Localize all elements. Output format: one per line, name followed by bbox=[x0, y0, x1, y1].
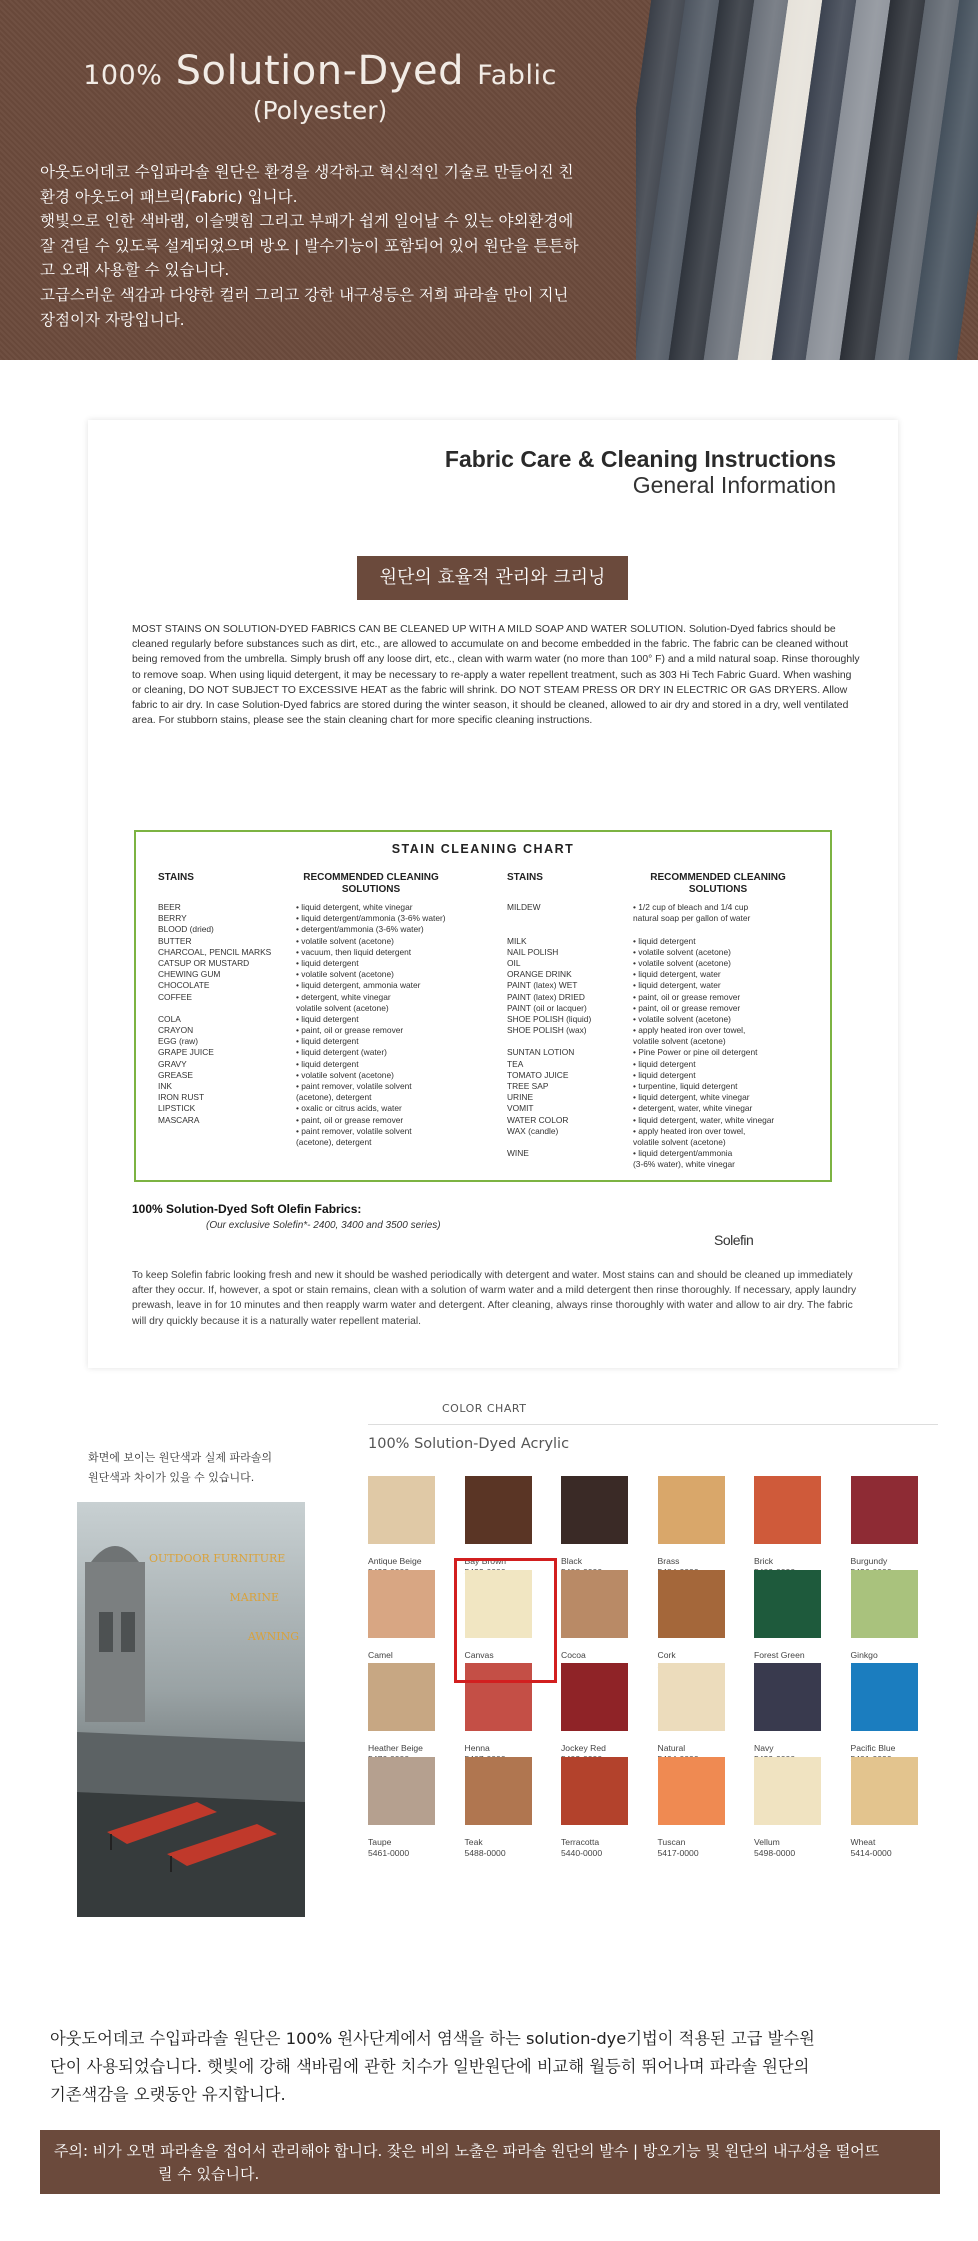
stain-solution: • vacuum, then liquid detergent bbox=[296, 946, 412, 957]
stain-name: MILDEW bbox=[507, 902, 541, 912]
stain-name: WATER COLOR bbox=[507, 1114, 569, 1125]
stain-name: NAIL POLISH bbox=[507, 946, 559, 957]
stain-name: OIL bbox=[507, 957, 521, 968]
swatch-chip[interactable] bbox=[754, 1757, 821, 1825]
swatch-name: Wheat bbox=[850, 1836, 876, 1847]
solutions-column-right bbox=[633, 902, 774, 1171]
swatch-name: Forest Green bbox=[754, 1649, 805, 1660]
stain-name bbox=[507, 1137, 591, 1148]
color-swatch[interactable] bbox=[754, 1757, 824, 1859]
stain-solution: • Pine Power or pine oil detergent bbox=[633, 1047, 758, 1058]
color-swatch[interactable] bbox=[658, 1570, 728, 1672]
stain-solution: • volatile solvent (acetone) bbox=[633, 957, 731, 968]
swatch-name: Cocoa bbox=[561, 1649, 586, 1660]
stain-name bbox=[158, 1126, 271, 1137]
swatch-chip[interactable] bbox=[561, 1570, 628, 1638]
stains-header-left: STAINS bbox=[158, 872, 194, 883]
stain-solution: • volatile solvent (acetone) bbox=[633, 1013, 731, 1024]
stain-solution: • volatile solvent (acetone) bbox=[296, 969, 394, 980]
stain-solution: (acetone), detergent bbox=[296, 1136, 372, 1147]
stain-name: SHOE POLISH (wax) bbox=[507, 1025, 587, 1036]
swatch-chip[interactable] bbox=[465, 1476, 532, 1544]
hero-line: 장점이자 자랑입니다. bbox=[40, 310, 185, 329]
stain-solution: (acetone), detergent bbox=[296, 1092, 372, 1103]
stain-name: WAX (candle) bbox=[507, 1125, 559, 1136]
stain-name: COFFEE bbox=[158, 991, 192, 1002]
stain-name: CHOCOLATE bbox=[158, 980, 210, 991]
stain-name: TEA bbox=[507, 1058, 524, 1069]
stain-solution: • liquid detergent, water, white vinegar bbox=[633, 1114, 775, 1125]
swatch-chip[interactable] bbox=[851, 1476, 918, 1544]
divider bbox=[368, 1424, 938, 1425]
notice-line: 릴 수 있습니다. bbox=[158, 2165, 260, 2183]
stain-name: IRON RUST bbox=[158, 1092, 205, 1103]
stain-solution: • liquid detergent bbox=[633, 1058, 696, 1069]
swatch-name: Ginkgo bbox=[850, 1649, 878, 1660]
stain-name: GREASE bbox=[158, 1069, 193, 1080]
swatch-chip[interactable] bbox=[754, 1663, 821, 1731]
stain-name: URINE bbox=[507, 1092, 534, 1103]
olefin-subtitle: (Our exclusive Solefin*- 2400, 3400 and 3500 series) bbox=[206, 1220, 441, 1231]
swatch-chip[interactable] bbox=[754, 1570, 821, 1638]
solutions-header-line1: RECOMMENDED CLEANING bbox=[303, 872, 439, 883]
stain-name: TREE SAP bbox=[507, 1081, 549, 1091]
stain-name: PAINT (latex) DRIED bbox=[507, 991, 585, 1002]
swatch-name: Teak bbox=[464, 1836, 483, 1847]
stain-chart-title: STAIN CLEANING CHART bbox=[391, 842, 575, 856]
hero-subtitle: (Polyester) bbox=[252, 96, 388, 125]
stain-solution: • volatile solvent (acetone) bbox=[296, 1069, 394, 1080]
swatch-name: Canvas bbox=[464, 1649, 494, 1660]
stain-solution: • liquid detergent bbox=[633, 1069, 696, 1080]
stain-name: TOMATO JUICE bbox=[507, 1069, 569, 1080]
parasol-photo bbox=[77, 1502, 305, 1917]
swatch-chip[interactable] bbox=[368, 1757, 435, 1825]
swatch-name: Pacific Blue bbox=[850, 1743, 896, 1753]
bottom-line: 단이 사용되었습니다. 햇빛에 강해 색바림에 관한 치수가 일반원단에 비교해 월등히 뛰어나며 파라솔 원단의 bbox=[50, 2057, 810, 2076]
color-swatch[interactable] bbox=[658, 1663, 728, 1765]
color-swatch[interactable] bbox=[465, 1757, 535, 1859]
color-swatch[interactable] bbox=[368, 1757, 438, 1859]
swatch-code: 5498-0000 bbox=[754, 1847, 796, 1858]
stain-solution: • liquid detergent/ammonia (3-6% water) bbox=[296, 913, 446, 924]
hero-banner bbox=[0, 0, 978, 360]
photo-caption bbox=[149, 1552, 299, 1669]
stain-solution: volatile solvent (acetone) bbox=[296, 1002, 389, 1013]
stain-solution: • liquid detergent bbox=[296, 1036, 359, 1047]
swatch-chip[interactable] bbox=[658, 1476, 725, 1544]
rain-notice bbox=[40, 2130, 940, 2194]
stain-solution: • volatile solvent (acetone) bbox=[633, 946, 731, 957]
hero-line: 고 오래 사용할 수 있습니다. bbox=[40, 261, 230, 280]
bottom-line: 아웃도어데코 수입파라솔 원단은 100% 원사단계에서 염색을 하는 solution-dye기법이 적용된 고급 발수원 bbox=[50, 2029, 815, 2048]
color-swatch[interactable] bbox=[561, 1757, 631, 1859]
care-intro-text: MOST STAINS ON SOLUTION-DYED FABRICS CAN BE CLEANED UP WITH A MILD SOAP AND WATER SOLUTION. Solution-Dyed fabrics should be cleaned regularly before substances such as dirt, etc., are allowed to accumulate on and become embedded in the fabric. The fabric can be cleaned without being removed from the umbrella. Simply brush off any loose dirt, etc., clean with warm water (no more than 100° F) and a mild natural soap. Rinse thoroughly to remove soap. When using liquid detergent, it may be necessary to re-apply a water repellent treatment, such as 303 Hi Tech Fabric Guard. When washing or cleaning, DO NOT SUBJECT TO EXCESSIVE HEAT as the fabric will shrink. DO NOT STEAM PRESS OR DRY IN ELECTRIC OR GAS DRYERS. Allow fabric to air dry. In case Solution-Dyed fabrics are stored during the winter season, it should be cleaned, allowed to air dry and stored in a dry, well ventilated area. For stubborn stains, please see the stain cleaning chart for more specific cleaning instructions. bbox=[132, 624, 860, 727]
swatch-name: Natural bbox=[657, 1743, 686, 1753]
stain-solution: • liquid detergent/ammonia bbox=[633, 1148, 733, 1159]
swatch-chip[interactable] bbox=[561, 1663, 628, 1731]
stain-solution: volatile solvent (acetone) bbox=[633, 1036, 726, 1047]
color-swatch[interactable] bbox=[561, 1570, 631, 1672]
stains-column-left bbox=[158, 902, 271, 1148]
stain-name: SUNTAN LOTION bbox=[507, 1047, 575, 1058]
stain-name: LIPSTICK bbox=[158, 1103, 196, 1114]
swatch-chip[interactable] bbox=[465, 1757, 532, 1825]
stain-solution: • liquid detergent, white vinegar bbox=[633, 1092, 750, 1103]
swatch-chip[interactable] bbox=[754, 1476, 821, 1544]
stain-name: BUTTER bbox=[158, 935, 192, 946]
stain-solution: • paint remover, volatile solvent bbox=[296, 1125, 412, 1136]
hero-title-main: Solution-Dyed bbox=[175, 48, 464, 94]
stain-name bbox=[158, 1003, 271, 1014]
notice-line: 주의: 비가 오면 파라솔을 접어서 관리해야 합니다. 잦은 비의 노출은 파라솔 원단의 발수 | 방오기능 및 원단의 내구성을 떨어뜨 bbox=[54, 2142, 880, 2160]
swatch-name: Henna bbox=[464, 1743, 490, 1753]
stain-name: INK bbox=[158, 1081, 172, 1091]
stain-solution: • detergent, white vinegar bbox=[296, 991, 391, 1002]
stain-solution: • volatile solvent (acetone) bbox=[296, 935, 394, 946]
stain-solution: natural soap per gallon of water bbox=[633, 913, 751, 924]
color-swatch[interactable] bbox=[561, 1476, 631, 1578]
stain-name: WINE bbox=[507, 1148, 529, 1159]
swatch-name: Antique Beige bbox=[368, 1556, 422, 1566]
stain-name: CHEWING GUM bbox=[158, 969, 221, 980]
swatch-chip[interactable] bbox=[561, 1757, 628, 1825]
swatch-name: Jockey Red bbox=[561, 1743, 606, 1753]
stain-solution: • paint, oil or grease remover bbox=[633, 991, 741, 1002]
stain-name bbox=[507, 913, 591, 924]
olefin-text: To keep Solefin fabric looking fresh and new it should be washed periodically with detergent and water. Most stains can and should be cleaned up immediately after they occur. If, however, a spot or stain remains, clean with a solution of warm water and a mild detergent then rinse thoroughly. If necessary, apply laundry prewash, leave in for 10 minutes and then reapply warm water and detergent. After cleaning, always rinse thoroughly with water and allow to air dry. The fabric will dry quickly because it is a naturally water repellent material. bbox=[132, 1270, 857, 1327]
swatch-chip[interactable] bbox=[368, 1570, 435, 1638]
fabric-care-card bbox=[88, 420, 898, 1368]
stain-name: PAINT (latex) WET bbox=[507, 980, 578, 991]
swatch-chip[interactable] bbox=[658, 1757, 725, 1825]
swatch-name: Vellum bbox=[754, 1836, 780, 1847]
swatch-name: Brick bbox=[754, 1556, 774, 1566]
stain-solution: • liquid detergent bbox=[296, 957, 359, 968]
color-swatch[interactable] bbox=[851, 1663, 921, 1765]
color-swatch[interactable] bbox=[658, 1476, 728, 1578]
solutions-header-left bbox=[276, 872, 466, 896]
swatch-chip[interactable] bbox=[851, 1663, 918, 1731]
solutions-header-line1: RECOMMENDED CLEANING bbox=[650, 872, 786, 883]
stain-solution: • paint remover, volatile solvent bbox=[296, 1081, 412, 1091]
swatch-code: 5414-0000 bbox=[850, 1847, 892, 1858]
bottom-description bbox=[50, 2025, 950, 2109]
stain-solution: • detergent/ammonia (3-6% water) bbox=[296, 924, 424, 935]
solefin-logo: Solefin bbox=[714, 1232, 754, 1248]
stain-solution: • apply heated iron over towel, bbox=[633, 1125, 746, 1136]
solutions-header-right bbox=[623, 872, 813, 896]
bottom-line: 기존색감을 오랫동안 유지합니다. bbox=[50, 2085, 286, 2104]
hero-line: 환경 아웃도어 패브릭(Fabric) 입니다. bbox=[40, 187, 298, 206]
swatch-name: Heather Beige bbox=[368, 1743, 423, 1753]
stain-solution: • liquid detergent bbox=[296, 1058, 359, 1069]
swatch-chip[interactable] bbox=[658, 1570, 725, 1638]
solutions-column-left bbox=[296, 902, 446, 1148]
hero-line: 고급스러운 색감과 다양한 컬러 그리고 강한 내구성등은 저희 파라솔 만이 지닌 bbox=[40, 285, 569, 304]
stain-solution: (3-6% water), white vinegar bbox=[633, 1159, 735, 1170]
swatch-name: Black bbox=[561, 1556, 583, 1566]
stain-solution: • oxalic or citrus acids, water bbox=[296, 1103, 402, 1114]
stain-name: COLA bbox=[158, 1013, 181, 1024]
stain-name: VOMIT bbox=[507, 1103, 534, 1114]
color-disclaimer bbox=[88, 1448, 272, 1488]
hero-line: 햇빛으로 인한 색바램, 이슬맺힘 그리고 부패가 쉽게 일어날 수 있는 야외환경에 bbox=[40, 212, 574, 231]
color-swatch[interactable] bbox=[368, 1570, 438, 1672]
stain-name: EGG (raw) bbox=[158, 1036, 199, 1047]
stain-solution: • paint, oil or grease remover bbox=[296, 1114, 404, 1125]
hero-description bbox=[40, 160, 620, 332]
stain-solution: • liquid detergent (water) bbox=[296, 1047, 387, 1058]
stain-name: BEER bbox=[158, 902, 181, 912]
swatch-name: Bay Brown bbox=[464, 1556, 507, 1566]
stain-name bbox=[507, 1036, 591, 1047]
hero-title bbox=[0, 48, 640, 125]
swatch-chip[interactable] bbox=[658, 1663, 725, 1731]
solutions-header-line2: SOLUTIONS bbox=[688, 884, 748, 895]
color-swatch[interactable] bbox=[561, 1663, 631, 1765]
swatch-name: Camel bbox=[368, 1649, 393, 1660]
stain-name bbox=[507, 924, 591, 935]
color-swatch[interactable] bbox=[754, 1476, 824, 1578]
hero-title-fabric: Fablic bbox=[477, 60, 557, 91]
photo-word: OUTDOOR FURNITURE bbox=[149, 1552, 286, 1565]
stain-name: MASCARA bbox=[158, 1114, 200, 1125]
stains-column-right bbox=[507, 902, 591, 1171]
selected-swatch-highlight bbox=[454, 1558, 557, 1683]
stain-solution: • liquid detergent bbox=[296, 1013, 359, 1024]
fabric-samples-image bbox=[636, 0, 978, 360]
color-section bbox=[0, 1378, 978, 1998]
care-title-bold: Fabric Care & Cleaning Instructions bbox=[444, 446, 836, 472]
stain-solution: • turpentine, liquid detergent bbox=[633, 1081, 738, 1091]
stain-solution: • apply heated iron over towel, bbox=[633, 1025, 746, 1036]
photo-word: AWNING bbox=[247, 1630, 299, 1643]
stain-solution: • detergent, water, white vinegar bbox=[633, 1103, 753, 1114]
care-korean-badge: 원단의 효율적 관리와 크리닝 bbox=[357, 556, 628, 600]
color-swatch[interactable] bbox=[851, 1476, 921, 1578]
stain-name: SHOE POLISH (liquid) bbox=[507, 1013, 592, 1024]
swatch-chip[interactable] bbox=[561, 1476, 628, 1544]
swatch-chip[interactable] bbox=[368, 1663, 435, 1731]
swatch-chip[interactable] bbox=[851, 1757, 918, 1825]
stain-name: MILK bbox=[507, 935, 527, 946]
hero-title-percent: 100% bbox=[83, 60, 163, 91]
stain-solution: • liquid detergent, water bbox=[633, 969, 721, 980]
care-title-light: General Information bbox=[632, 472, 836, 498]
stain-solution bbox=[633, 924, 774, 935]
stain-name bbox=[158, 1137, 271, 1148]
swatch-code: 5461-0000 bbox=[368, 1847, 410, 1858]
stain-solution: • 1/2 cup of bleach and 1/4 cup bbox=[633, 902, 749, 912]
color-swatch[interactable] bbox=[368, 1476, 438, 1578]
solutions-header-line2: SOLUTIONS bbox=[341, 884, 401, 895]
swatch-name: Taupe bbox=[368, 1836, 392, 1847]
color-chart-label: COLOR CHART bbox=[442, 1402, 527, 1415]
stain-solution: volatile solvent (acetone) bbox=[633, 1136, 726, 1147]
stain-name: ORANGE DRINK bbox=[507, 969, 572, 980]
olefin-title: 100% Solution-Dyed Soft Olefin Fabrics: bbox=[132, 1202, 362, 1216]
color-chart-panel bbox=[346, 1386, 956, 1998]
stain-solution: • liquid detergent bbox=[633, 935, 696, 946]
disclaimer-line: 원단색과 차이가 있을 수 있습니다. bbox=[88, 1471, 255, 1484]
color-swatch[interactable] bbox=[658, 1757, 728, 1859]
stain-name: CHARCOAL, PENCIL MARKS bbox=[158, 946, 272, 957]
stain-name: BLOOD (dried) bbox=[158, 924, 214, 935]
swatch-code: 5417-0000 bbox=[657, 1847, 699, 1858]
stain-name bbox=[507, 1159, 591, 1170]
color-chart-subtitle: 100% Solution-Dyed Acrylic bbox=[368, 1436, 570, 1452]
swatch-code: 5488-0000 bbox=[464, 1847, 506, 1858]
color-swatch[interactable] bbox=[851, 1570, 921, 1672]
stain-name: BERRY bbox=[158, 913, 187, 924]
hero-line: 아웃도어데코 수입파라솔 원단은 환경을 생각하고 혁신적인 기술로 만들어진 친 bbox=[40, 163, 574, 181]
color-swatch[interactable] bbox=[368, 1663, 438, 1765]
color-swatch[interactable] bbox=[754, 1663, 824, 1765]
swatch-code: 5440-0000 bbox=[561, 1847, 603, 1858]
stain-name: GRAVY bbox=[158, 1058, 187, 1069]
stain-solution: • liquid detergent, white vinegar bbox=[296, 902, 413, 912]
swatch-name: Cork bbox=[657, 1649, 676, 1660]
swatch-name: Burgundy bbox=[850, 1556, 888, 1566]
swatch-name: Navy bbox=[754, 1743, 774, 1753]
disclaimer-line: 화면에 보이는 원단색과 실제 파라솔의 bbox=[88, 1451, 273, 1464]
stain-name: CRAYON bbox=[158, 1025, 194, 1036]
photo-word: MARINE bbox=[229, 1591, 279, 1604]
stain-solution: • liquid detergent, water bbox=[633, 980, 721, 991]
swatch-name: Tuscan bbox=[657, 1836, 686, 1847]
swatch-chip[interactable] bbox=[368, 1476, 435, 1544]
stain-name: GRAPE JUICE bbox=[158, 1047, 214, 1058]
stain-solution: • liquid detergent, ammonia water bbox=[296, 980, 421, 991]
color-swatch[interactable] bbox=[754, 1570, 824, 1672]
stain-name: CATSUP OR MUSTARD bbox=[158, 957, 250, 968]
hero-line: 잘 견딜 수 있도록 설계되었으며 방오 | 발수기능이 포함되어 있어 원단을 튼튼하 bbox=[40, 236, 579, 255]
stain-solution: • paint, oil or grease remover bbox=[296, 1025, 404, 1036]
stain-solution: • paint, oil or grease remover bbox=[633, 1002, 741, 1013]
swatch-name: Terracotta bbox=[561, 1836, 600, 1847]
care-title bbox=[445, 446, 836, 497]
color-swatch[interactable] bbox=[851, 1757, 921, 1859]
swatch-name: Brass bbox=[657, 1556, 680, 1566]
swatch-chip[interactable] bbox=[851, 1570, 918, 1638]
stains-header-right: STAINS bbox=[507, 872, 543, 883]
stain-cleaning-chart bbox=[134, 830, 832, 1182]
stain-name: PAINT (oil or lacquer) bbox=[507, 1002, 587, 1013]
